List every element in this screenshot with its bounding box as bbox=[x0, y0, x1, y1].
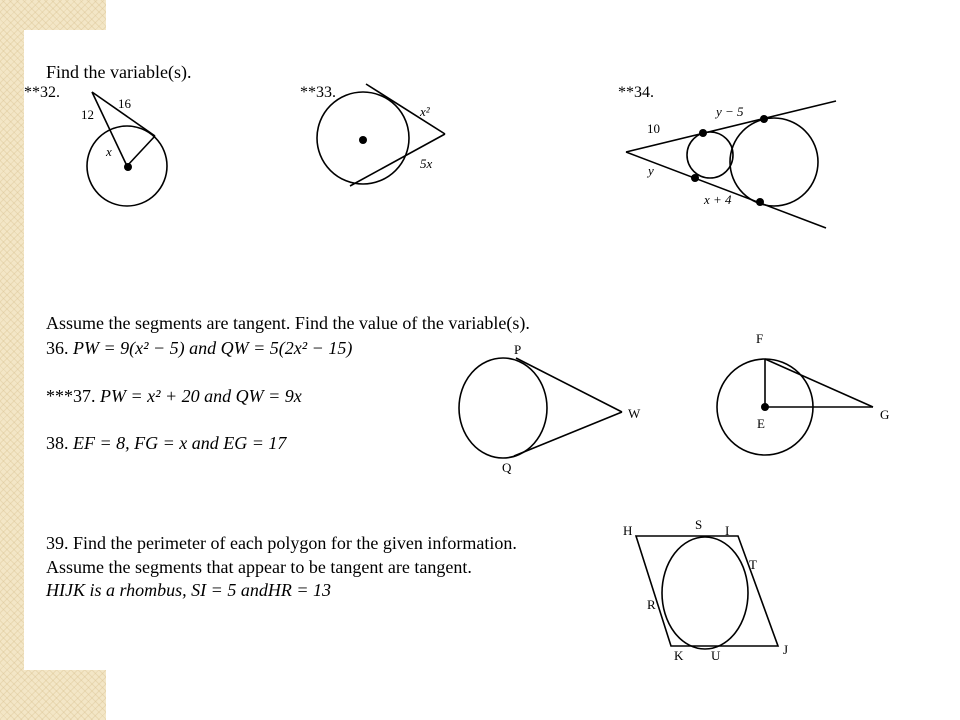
fig34-label-x-plus-4: x + 4 bbox=[704, 192, 732, 207]
fig33-label-5x: 5x bbox=[420, 156, 433, 171]
problem-34-number: **34. bbox=[618, 84, 654, 101]
section1-heading: Find the variable(s). bbox=[46, 62, 192, 82]
figure-34-lower-line bbox=[626, 152, 826, 228]
fig-label-r: R bbox=[647, 597, 656, 612]
figure-33-tangent-top bbox=[366, 84, 445, 134]
problem-33-number: **33. bbox=[300, 84, 336, 101]
fig32-label-x: x bbox=[106, 144, 112, 159]
problem-39-line3: HIJK is a rhombus, SI = 5 andHR = 13 bbox=[46, 580, 331, 600]
fig-label-t: T bbox=[749, 557, 757, 572]
problem-38-equation: EF = 8, FG = x and EG = 17 bbox=[73, 433, 287, 453]
fig34-label-10: 10 bbox=[647, 121, 660, 136]
figure-efg-center-point bbox=[761, 403, 769, 411]
fig-label-w: W bbox=[628, 406, 641, 421]
fig-label-f: F bbox=[756, 331, 764, 346]
tangent-qw bbox=[514, 412, 622, 456]
fig34-label-y: y bbox=[648, 163, 654, 178]
figure-34-small-circle bbox=[687, 132, 733, 178]
figure-34-tangent-point bbox=[760, 115, 768, 123]
fig-label-e: E bbox=[757, 416, 765, 431]
figure-34-tangent-point bbox=[699, 129, 707, 137]
fig33-label-x-squared: x² bbox=[420, 104, 430, 119]
fig-label-h: H bbox=[623, 523, 633, 538]
figure-pqw bbox=[459, 358, 622, 458]
figure-32-center-point bbox=[124, 163, 132, 171]
fig34-label-y-minus-5: y − 5 bbox=[716, 104, 744, 119]
figure-34-tangent-point bbox=[756, 198, 764, 206]
problem-37 bbox=[46, 386, 302, 407]
figure-32-radius bbox=[127, 136, 155, 166]
problem-39-line2: Assume the segments that appear to be tangent are tangent. bbox=[46, 557, 472, 577]
problem-39-line1 bbox=[46, 533, 517, 554]
fig-label-i: I bbox=[725, 523, 730, 538]
fig-label-s: S bbox=[695, 517, 703, 532]
figure-34-tangent-point bbox=[691, 174, 699, 182]
problem-38-number: 38. bbox=[46, 433, 69, 453]
figure-rhombus bbox=[636, 536, 778, 649]
problem-36 bbox=[46, 338, 352, 359]
fig32-label-16: 16 bbox=[118, 96, 131, 111]
fig-label-g: G bbox=[880, 407, 890, 422]
problem-32-number: **32. bbox=[24, 84, 60, 101]
problem-36-number: 36. bbox=[46, 338, 69, 358]
fig-label-j: J bbox=[783, 642, 789, 657]
section2-heading: Assume the segments are tangent. Find the value of the variable(s). bbox=[46, 313, 530, 333]
figure-33-center-point bbox=[359, 136, 367, 144]
problem-37-equation: PW = x² + 20 and QW = 9x bbox=[100, 386, 302, 406]
problem-39-text: Find the perimeter of each polygon for the given information. bbox=[73, 533, 517, 553]
fig-label-k: K bbox=[674, 648, 684, 663]
problem-37-number: ***37. bbox=[46, 386, 96, 406]
fig32-label-12: 12 bbox=[81, 107, 94, 122]
rhombus-hijk bbox=[636, 536, 778, 646]
problem-38 bbox=[46, 433, 286, 454]
segment-fg bbox=[765, 359, 873, 407]
fig-label-q: Q bbox=[502, 460, 512, 475]
rhombus-incircle bbox=[662, 537, 748, 649]
figure-pqw-circle bbox=[459, 358, 547, 458]
fig-label-u: U bbox=[711, 648, 721, 663]
problem-36-equation: PW = 9(x² − 5) and QW = 5(2x² − 15) bbox=[73, 338, 353, 358]
figure-efg bbox=[717, 359, 873, 455]
fig-label-p: P bbox=[514, 342, 522, 357]
problem-39-number: 39. bbox=[46, 533, 69, 553]
tangent-pw bbox=[516, 358, 622, 412]
figure-34-large-circle bbox=[730, 118, 818, 206]
